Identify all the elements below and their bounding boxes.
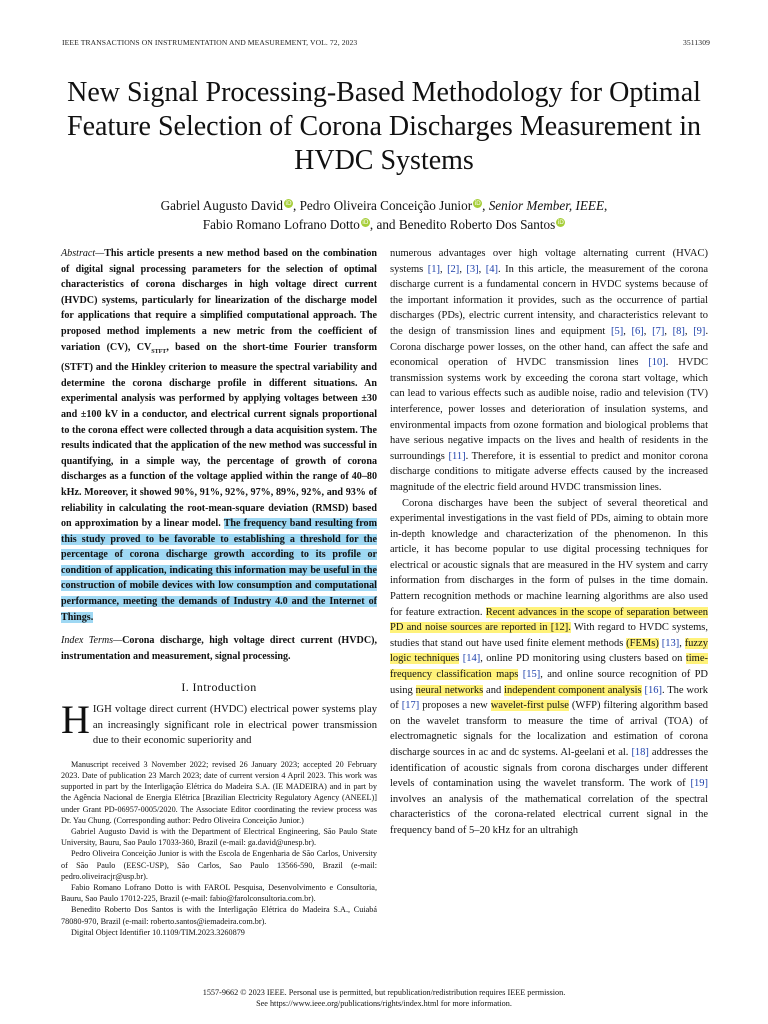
citation-link[interactable]: [9]	[693, 325, 706, 337]
citation-link[interactable]: [1]	[427, 263, 440, 275]
rights-link[interactable]: See https://www.ieee.org/publications/rights/index.html for more information.	[256, 999, 512, 1008]
copyright-notice: 1557-9662 © 2023 IEEE. Personal use is permitted, but republication/redistribution requires IEEE permission. See https://www.ieee.org/publications/rights/index.html for more information.	[40, 987, 728, 1009]
right-column	[390, 246, 708, 839]
citation-link[interactable]: [7]	[652, 325, 665, 337]
citation-link[interactable]: [2]	[447, 263, 460, 275]
footnote: Manuscript received 3 November 2022; revised 26 January 2023; accepted 20 February 2023. Date of publication 23 March 2023; date of current version 4 April 2023. This work was supported in part by the Interligação Elétrica do Madeira S.A. (IE MADEIRA) and in part by the Agência Nacional de Energia Elétrica [Brazilian Electricity Regulatory Agency (ANEEL)] under Grant PD-06957-0005/2020. The Associate Editor coordinating the review process was Dr. Yau Chung. (Corresponding author: Pedro Oliveira Conceição Junior.)	[61, 759, 377, 825]
citation-link[interactable]: [18]	[631, 747, 649, 758]
orcid-icon[interactable]: iD	[285, 199, 292, 207]
section-heading: I. Introduction	[181, 680, 257, 695]
orcid-icon[interactable]: iD	[362, 218, 369, 226]
citation-link[interactable]: [5]	[611, 325, 624, 337]
author-name: Pedro Oliveira Conceição Junior	[299, 198, 473, 213]
orcid-icon[interactable]: iD	[557, 218, 564, 226]
text-highlight: independent component analysis	[504, 684, 642, 696]
body-paragraph: numerous advantages over high voltage alternating current (HVAC) systems [1], [2], [3], [4]. In this article, the measurement of the corona discharge current is a fundamental concern in HVDC systems because of the important information it provides, such as the occurrence of partial discharges (PDs), electric current intensity, and characteristics relevant to the design of transmission lines and equipment [5], [6], [7], [8], [9]. Corona discharge power losses, on the other hand, can affect the safe and economical operation of HVDC transmission lines [10]. HVDC transmission systems work by exceeding the corona start voltage, which can lead to various effects such as audible noise, radio and television (TV) interference, power losses and deterioration of insulation systems, and environmental impacts from ozone formation and biological problems that have serious negative impacts on the lives and health of residents in the surroundings [11]. Therefore, it is essential to predict and monitor corona discharge conditions to mitigate adverse effects caused by the increased magnitude of the electric field around HVDC transmission lines.	[390, 248, 709, 493]
footnote: Pedro Oliveira Conceição Junior is with the Escola de Engenharia de São Carlos, University of São Paulo (EESC-USP), São Carlos, Sao Paulo 13566-590, Brazil (e-mail: pedro.oliveiracjr@usp.br).	[61, 849, 377, 881]
citation-link[interactable]: [3]	[466, 263, 479, 275]
journal-name: IEEE TRANSACTIONS ON INSTRUMENTATION AND MEASUREMENT, VOL. 72, 2023	[62, 38, 358, 47]
left-column	[61, 246, 377, 938]
intro-paragraph: HIGH voltage direct current (HVDC) electrical power systems play an increasingly significant role in electrical power transmission due to their economic superiority and	[61, 697, 377, 747]
text-highlight: fuzzy logic techniques	[390, 637, 709, 665]
article-number: 3511309	[683, 38, 710, 47]
doi-link[interactable]: Digital Object Identifier 10.1109/TIM.2023.3260879	[71, 927, 245, 937]
text-highlight: (FEMs)	[626, 637, 659, 649]
running-head	[62, 38, 710, 47]
text-highlight: time-frequency classification maps	[390, 653, 708, 681]
index-terms: Index Terms—Corona discharge, high voltage direct current (HVDC), instrumentation and measurement, signal processing.	[61, 635, 377, 662]
citation-link[interactable]: [10]	[648, 357, 666, 369]
citation-link[interactable]: [4]	[485, 263, 498, 275]
citation-link[interactable]: [6]	[631, 325, 644, 337]
author-name: Fabio Romano Lofrano Dotto	[202, 217, 360, 232]
author-name: Gabriel Augusto David	[160, 198, 283, 213]
citation-link[interactable]: [13]	[661, 637, 680, 649]
footnotes	[61, 759, 377, 938]
author-role: Senior Member, IEEE	[488, 198, 605, 213]
abstract: Abstract—This article presents a new method based on the combination of digital signal processing parameters for the selection of optimal characteristics of corona discharges in high voltage direct current (HVDC) systems, particularly for linearization of the discharge model for applications that require a simplified computational approach. The proposed method implements a new metric from the coefficient of variation (CV), $CV_{STFT}$, based on the short-time Fourier transform (STFT) and the Hinkley criterion to measure the spectral variability and determine the corona discharge profile in different situations. An experimental analysis was performed by applying voltages between ±30 and ±100 kV in a conductor, and electrical current signals proportional to the corona effect were collected through a data acquisition system. The results indicated that the application of the new method was successful in quantifying, in a simple way, the percentage of growth of corona discharges as a function of the voltage applied within the range of 40–80 kHz. Moreover, it showed 90%, 91%, 92%, 97%, 89%, 92%, and 93% of reliability in calculating the root-mean-square deviation (RMSD) based on approximation by a linear model. The frequency band resulting from this study proved to be favorable to establishing a threshold for the percentage of corona discharge growth according to its profile or condition of application, indicating this information may be useful in the construction of mobile devices with low consumption and computational performance, meeting the demands of Industry 4.0 and the Internet of Things.	[61, 248, 377, 623]
text-highlight: Recent advances in the scope of separation between PD and noise sources are reported in [12].	[390, 606, 708, 634]
abstract-highlight: The frequency band resulting from this study proved to be favorable to establishing a threshold for the percentage of corona discharge growth according to its profile or condition of application, indicating this information may be useful in the construction of mobile devices with low consumption and computational performance, meeting the demands of Industry 4.0 and the Internet of Things.	[61, 518, 377, 623]
abstract-label: Abstract—	[61, 248, 105, 259]
citation-link[interactable]: [16]	[644, 684, 662, 696]
text-highlight: wavelet-first pulse	[490, 700, 569, 712]
citation-link[interactable]: [19]	[690, 778, 708, 790]
drop-cap: H	[61, 697, 90, 743]
orcid-icon[interactable]: iD	[474, 199, 481, 207]
citation-link[interactable]: [15]	[522, 669, 541, 681]
paper-title: New Signal Processing-Based Methodology for Optimal Feature Selection of Corona Discharges Measurement in HVDC Systems	[67, 77, 701, 176]
text-highlight: neural networks	[415, 684, 484, 696]
body-paragraph: Corona discharges have been the subject of several theoretical and experimental investigations in the vast field of PDs, aiming to obtain more in-depth knowledge and characterization of the phenomenon. In this article, it has become popular to use digital processing techniques for electrical or acoustic signals that are measured in the HV system and carry information from discharges in the form of pulses in the time domain. Pattern recognition methods or machine learning algorithms are also used for feature extraction. Recent advances in the scope of separation between PD and noise sources are reported in [12]. With regard to HVDC systems, studies that stand out have used finite element methods (FEMs) [13], fuzzy logic techniques [14], online PD monitoring using clusters based on time-frequency classification maps [15], and online source recognition of PD using neural networks and independent component analysis [16]. The work of [17] proposes a new wavelet-first pulse (WFP) filtering algorithm based on the wavelet transform to measure the time of arrival (TOA) of electromagnetic signals for the localization and estimation of corona discharge sources in ac and dc systems. Al-geelani et al. [18] addresses the identification of acoustic signals from corona discharges under different levels of contamination using the wavelet transform. The work of [19] involves an analysis of the mathematical correlation of the spectral characteristics of the corona-related electrical current signal in the frequency band of 5–20 kHz for an ultrahigh	[390, 497, 709, 836]
author-name: Benedito Roberto Dos Santos	[398, 217, 556, 232]
author-list: Gabriel Augusto David iD, Pedro Oliveira Conceição Junior iD, Senior Member, IEEE, Fabio Romano Lofrano Dotto iD, and Benedito Roberto Dos Santos iD	[160, 198, 608, 232]
footnote: Fabio Romano Lofrano Dotto is with FAROL Pesquisa, Desenvolvimento e Consultoria, Bauru, Sao Paulo 17012-225, Brazil (e-mail: fabio@farolconsultoria.com.br).	[61, 883, 377, 904]
citation-link[interactable]: [14]	[462, 653, 481, 665]
citation-link[interactable]: [8]	[672, 325, 685, 337]
citation-link[interactable]: [11]	[448, 450, 466, 462]
footnote: Benedito Roberto Dos Santos is with the Interligação Elétrica do Madeira S.A., Cuiabá 78080-970, Brazil (e-mail: roberto.santos@iemadeira.com.br).	[61, 905, 377, 926]
footnote: Gabriel Augusto David is with the Department of Electrical Engineering, São Paulo State University, Bauru, Sao Paulo 17033-360, Brazil (e-mail: ga.david@unesp.br).	[61, 827, 377, 848]
citation-link[interactable]: [17]	[401, 700, 420, 712]
